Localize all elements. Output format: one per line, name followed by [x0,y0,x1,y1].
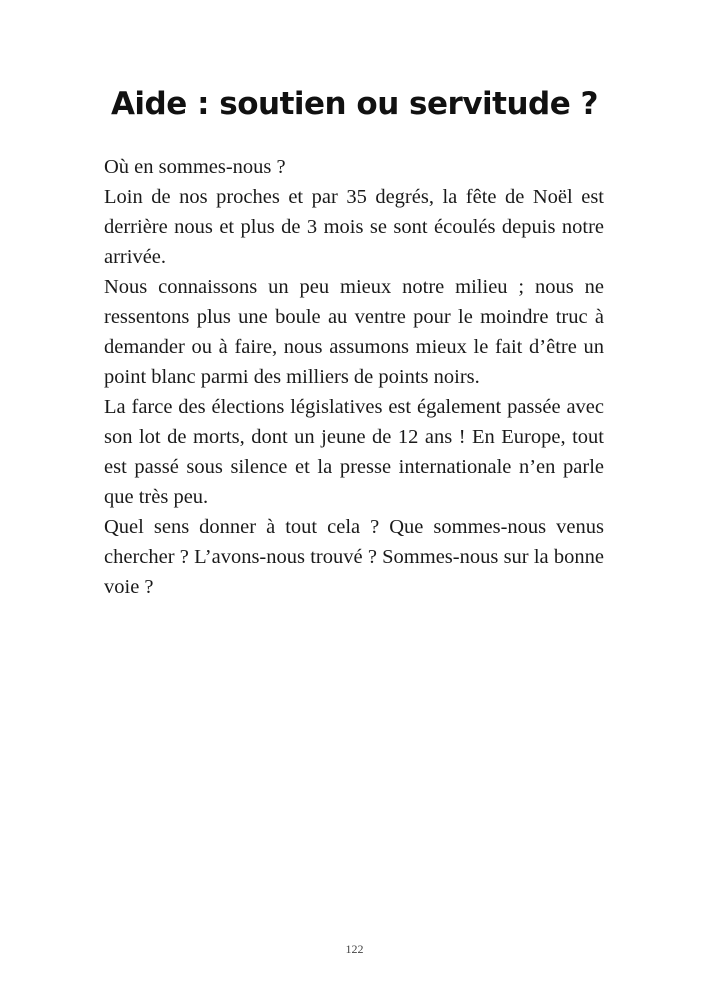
body-text [104,152,604,602]
paragraph-2: Loin de nos proches et par 35 degrés, la fête de Noël est derrière nous et plus de 3 mois se sont écoulés depuis notre arrivée. [104,186,604,268]
paragraph-1: Où en sommes-nous ? [104,156,286,178]
paragraph-3: Nous connaissons un peu mieux notre milieu ; nous ne ressentons plus une boule au ventre pour le moindre truc à demander ou à faire, nous assumons mieux le fait d’être un point blanc parmi des milliers de points noirs. [104,276,604,388]
page-number: 122 [345,942,364,956]
paragraph-5: Quel sens donner à tout cela ? Que sommes-nous venus chercher ? L’avons-nous trouvé ? Sommes-nous sur la bonne voie ? [104,516,604,598]
page-title: Aide : soutien ou servitude ? [110,86,599,122]
paragraph-4: La farce des élections législatives est également passée avec son lot de morts, dont un jeune de 12 ans ! En Europe, tout est passé sous silence et la presse internationale n’en parle que très peu. [104,396,604,508]
